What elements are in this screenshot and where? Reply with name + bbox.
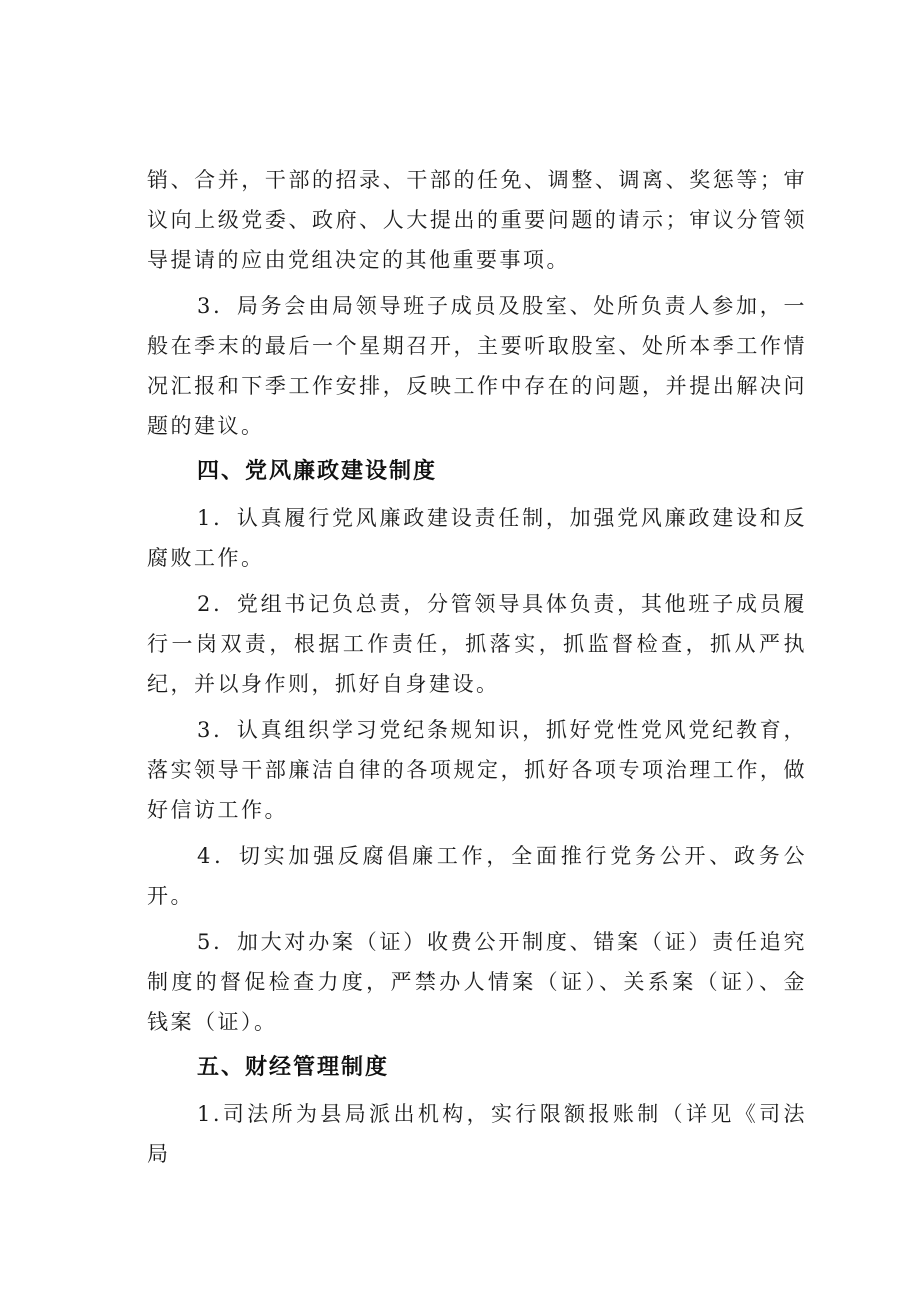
paragraph-item-5: 5．加大对办案（证）收费公开制度、错案（证）责任追究制度的督促检查力度，严禁办人情案（证）、关系案（证）、金钱案（证）。 [147,930,807,1034]
paragraph-item-1: 1．认真履行党风廉政建设责任制，加强党风廉政建设和反腐败工作。 [147,506,807,570]
paragraph-finance-item-1: 1.司法所为县局派出机构，实行限额报账制（详见《司法局 [147,1102,807,1166]
paragraph-item-3-bureau-meeting: 3．局务会由局领导班子成员及股室、处所负责人参加，一般在季末的最后一个星期召开，主要听取股室、处所本季工作情况汇报和下季工作安排，反映工作中存在的问题，并提出解决问题的建议。 [147,294,807,438]
paragraph-item-2: 2．党组书记负总责，分管领导具体负责，其他班子成员履行一岗双责，根据工作责任，抓落实，抓监督检查，抓从严执纪，并以身作则，抓好自身建设。 [147,592,807,696]
paragraph-item-3: 3．认真组织学习党纪条规知识，抓好党性党风党纪教育，落实领导干部廉洁自律的各项规定，抓好各项专项治理工作，做好信访工作。 [147,718,807,822]
section-heading-4: 四、党风廉政建设制度 [197,459,438,484]
paragraph-item-4: 4．切实加强反腐倡廉工作，全面推行党务公开、政务公开。 [147,844,807,908]
paragraph-continued: 销、合并，干部的招录、干部的任免、调整、调离、奖惩等；审议向上级党委、政府、人大提出的重要问题的请示；审议分管领导提请的应由党组决定的其他重要事项。 [147,168,807,272]
section-heading-5: 五、财经管理制度 [197,1055,390,1080]
document-body [147,160,807,1174]
